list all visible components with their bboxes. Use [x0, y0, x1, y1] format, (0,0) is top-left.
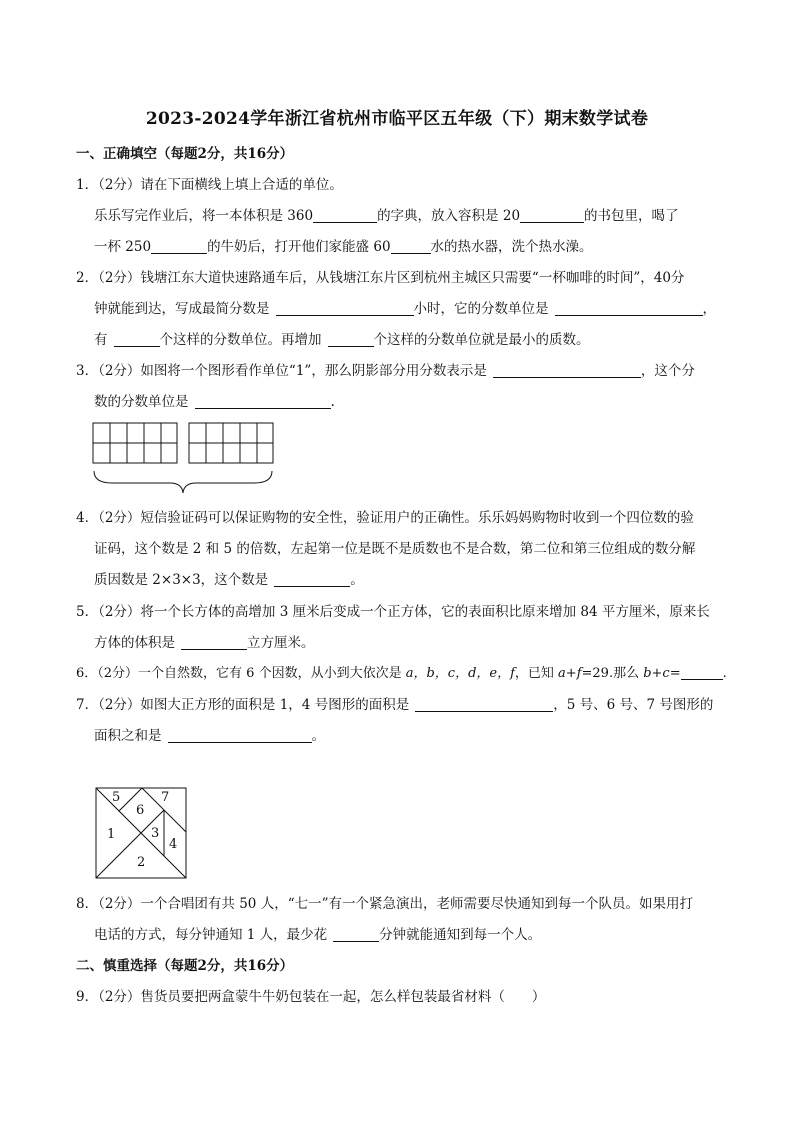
- q2-text: 小时，它的分数单位是: [413, 301, 549, 317]
- answer-blank[interactable]: [195, 394, 331, 409]
- q3-grid-figure: [92, 421, 278, 497]
- q3-text: 数的分数单位是: [94, 394, 189, 410]
- q1-line1: [94, 207, 679, 225]
- q1-text: 的字典，放入容积是 20: [377, 208, 521, 224]
- q6-stem: [76, 665, 727, 683]
- q7-text: 。: [311, 728, 325, 744]
- q7-text: ，5 号、6 号、7 号图形的: [553, 697, 714, 713]
- answer-blank[interactable]: [391, 239, 431, 254]
- q6-text: =: [669, 666, 681, 681]
- q5-line2: [94, 634, 315, 652]
- tangram-label-4: 4: [169, 837, 178, 852]
- q8-text: 电话的方式，每分钟通知 1 人，最少花: [94, 927, 328, 943]
- q6-text: .: [722, 666, 727, 681]
- answer-blank[interactable]: [274, 572, 350, 587]
- tangram-label-3: 3: [151, 826, 160, 841]
- tangram-label-1: 1: [107, 827, 116, 842]
- q3-text: .: [330, 394, 335, 410]
- q1-text: 一杯 250: [94, 239, 152, 255]
- page-title: 2023-2024学年浙江省杭州市临平区五年级（下）期末数学试卷: [145, 109, 649, 129]
- q1-text: 的牛奶后，打开他们家能盛 60: [207, 239, 391, 255]
- q2-text: 有: [94, 332, 108, 348]
- q7-text: 7．（2分）如图大正方形的面积是 1，4 号图形的面积是: [76, 697, 410, 713]
- q8-text: 分钟就能通知到每一个人。: [379, 927, 542, 943]
- answer-blank[interactable]: [181, 635, 247, 650]
- tangram-label-5: 5: [112, 790, 121, 805]
- answer-blank[interactable]: [114, 332, 160, 347]
- q6-text: 6．（2分）一个自然数，它有 6 个因数，从小到大依次是: [76, 666, 406, 681]
- q1-text: 的书包里，喝了: [584, 208, 679, 224]
- q2-text: 个这样的分数单位就是最小的质数。: [373, 332, 590, 348]
- answer-blank[interactable]: [276, 301, 414, 316]
- q4-text: 质因数是 2×3×3，这个数是: [94, 572, 269, 588]
- q4-line2: 证码，这个数是 2 和 5 的倍数，左起第一位是既不是质数也不是合数，第二位和第三位组成的数分解: [94, 541, 696, 557]
- answer-blank[interactable]: [555, 301, 703, 316]
- tangram-label-6: 6: [136, 803, 145, 818]
- q3-text: 3．（2分）如图将一个图形看作单位“1”，那么阴影部分用分数表示是: [76, 363, 487, 379]
- q7-stem: [76, 696, 713, 714]
- q3-text: ，这个分: [640, 363, 695, 379]
- q2-text: 钟就能到达，写成最简分数是: [94, 301, 270, 317]
- q8-stem: 8．（2分）一个合唱团有共 50 人，“七一”有一个紧急演出，老师需要尽快通知到每一个队员。如果用打: [76, 896, 693, 912]
- section-heading-1: 一、正确填空（每题2分，共16分）: [76, 146, 294, 162]
- answer-blank[interactable]: [313, 208, 377, 223]
- q1-text: 乐乐写完作业后，将一本体积是 360: [94, 208, 314, 224]
- answer-blank[interactable]: [493, 363, 641, 378]
- answer-blank[interactable]: [168, 728, 312, 743]
- answer-blank[interactable]: [151, 239, 207, 254]
- q9-stem: 9．（2分）售货员要把两盒蒙牛牛奶包装在一起，怎么样包装最省材料（ ）: [76, 989, 546, 1005]
- q6-text: ，已知: [514, 666, 559, 681]
- q6-text: =29.那么: [581, 666, 644, 681]
- tangram-label-2: 2: [137, 855, 146, 870]
- answer-blank[interactable]: [328, 332, 374, 347]
- q7-tangram-figure: [94, 786, 190, 882]
- answer-blank[interactable]: [520, 208, 584, 223]
- q6-expression: a+f: [558, 666, 582, 681]
- q5-text: 立方厘米。: [247, 635, 315, 651]
- tangram-label-7: 7: [161, 790, 170, 805]
- q1-line2: [94, 238, 593, 256]
- q4-text: 。: [350, 572, 364, 588]
- q5-text: 方体的体积是: [94, 635, 175, 651]
- q2-text: ，: [702, 301, 716, 317]
- q4-line3: [94, 571, 364, 589]
- q2-text: 个这样的分数单位。再增加: [159, 332, 322, 348]
- q1-text: 水的热水器，洗个热水澡。: [430, 239, 593, 255]
- answer-blank[interactable]: [333, 927, 379, 942]
- q4-stem: 4．（2分）短信验证码可以保证购物的安全性，验证用户的正确性。乐乐妈妈购物时收到一个四位数的验: [76, 510, 694, 526]
- q2-line2: [94, 300, 716, 318]
- q3-stem: [76, 362, 695, 380]
- brace: [94, 471, 272, 493]
- q2-stem: 2．（2分）钱塘江东大道快速路通车后，从钱塘江东片区到杭州主城区只需要“一杯咖啡的时间”，40分: [76, 270, 685, 286]
- q6-expression: b+c: [643, 666, 670, 681]
- answer-blank[interactable]: [415, 697, 553, 712]
- q7-line2: [94, 727, 325, 745]
- q7-text: 面积之和是: [94, 728, 162, 744]
- q8-line2: [94, 926, 541, 944]
- answer-blank[interactable]: [681, 665, 723, 680]
- q1-stem: 1．（2分）请在下面横线上填上合适的单位。: [76, 177, 343, 193]
- section-heading-2: 二、慎重选择（每题2分，共16分）: [76, 958, 294, 974]
- q2-line3: [94, 331, 590, 349]
- q5-stem: 5．（2分）将一个长方体的高增加 3 厘米后变成一个正方体，它的表面积比原来增加 84 平方厘米，原来长: [76, 604, 710, 620]
- q3-line2: [94, 393, 335, 411]
- q6-variables: a，b，c，d，e，f: [405, 666, 515, 681]
